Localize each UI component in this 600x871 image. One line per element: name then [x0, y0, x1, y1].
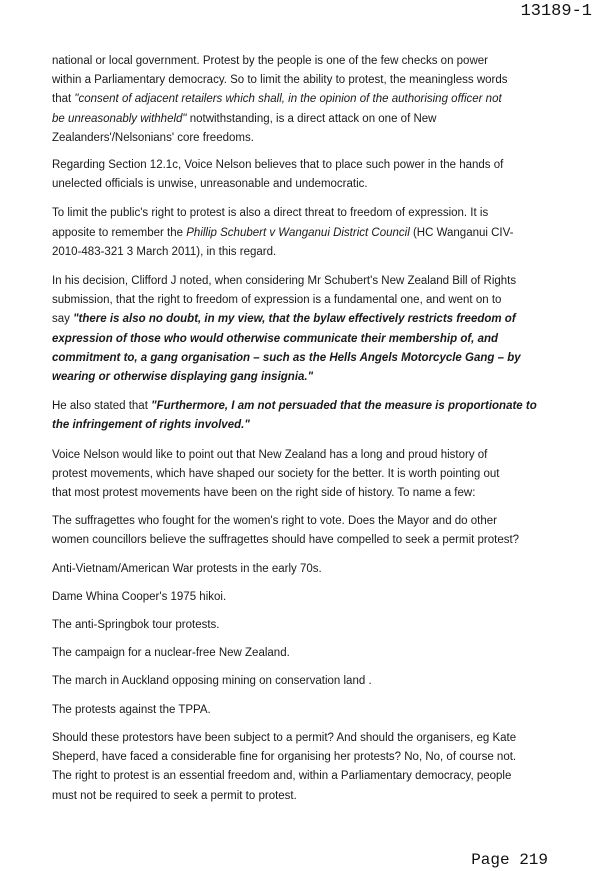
text-line: To limit the public's right to protest is also a direct threat to freedom of expression. It is	[52, 207, 489, 220]
case-citation: Phillip Schubert v Wanganui District Council	[186, 226, 410, 239]
text-line: national or local government. Protest by the people is one of the few checks on power	[52, 55, 488, 67]
quote-clifford: wearing or otherwise displaying gang insignia."	[52, 371, 314, 384]
list-item: Dame Whina Cooper's 1975 hikoi.	[52, 590, 227, 603]
list-item: The protests against the TPPA.	[52, 703, 211, 716]
paragraph-proportionate	[52, 397, 552, 435]
text-run: (HC Wanganui CIV-	[409, 226, 514, 239]
text-line: that most protest movements have been on the right side of history. To name a few:	[52, 487, 476, 500]
quote-clifford: expression of those who would otherwise communicate their membership of, and	[52, 332, 499, 345]
text-run: He also stated that	[52, 400, 152, 413]
document-body	[52, 52, 552, 806]
list-item: The anti-Springbok tour protests.	[52, 619, 220, 632]
text-line: Zealanders'/Nelsonians' core freedoms.	[52, 131, 254, 144]
text-line: unelected officials is unwise, unreasonable and undemocratic.	[52, 178, 368, 191]
list-item: The campaign for a nuclear-free New Zealand.	[52, 647, 290, 660]
list-item: The march in Auckland opposing mining on conservation land .	[52, 675, 372, 688]
text-line: Voice Nelson would like to point out that New Zealand has a long and proud history of	[52, 448, 488, 461]
paragraph-protest-history	[52, 446, 552, 504]
quote-consent-end: be unreasonably withheld"	[52, 112, 187, 125]
text-line: women councillors believe the suffragettes should have compelled to seek a permit protest?	[52, 534, 520, 547]
text-line: The right to protest is an essential freedom and, within a Parliamentary democracy, people	[52, 770, 512, 783]
text-line: submission, that the right to freedom of expression is a fundamental one, and went on to	[52, 294, 502, 307]
text-run: say	[52, 313, 74, 326]
text-line: Should these protestors have been subject to a permit? And should the organisers, eg Kate	[52, 731, 517, 744]
list-item: Anti-Vietnam/American War protests in the early 70s.	[52, 562, 322, 575]
paragraph-section-12-1c	[52, 156, 552, 194]
text-line: must not be required to seek a permit to protest.	[52, 789, 297, 802]
quote-clifford: commitment to, a gang organisation – such as the Hells Angels Motorcycle Gang – by	[52, 351, 521, 364]
text-run: apposite to remember the	[52, 226, 187, 239]
quote-proportionate: "Furthermore, I am not persuaded that the measure is proportionate to	[151, 400, 537, 413]
quote-consent: "consent of adjacent retailers which shall, in the opinion of the authorising officer not	[74, 93, 502, 106]
paragraph-clifford-decision	[52, 272, 552, 387]
quote-clifford: "there is also no doubt, in my view, that the bylaw effectively restricts freedom of	[73, 313, 516, 326]
text-line: The suffragettes who fought for the women's right to vote. Does the Mayor and do other	[52, 515, 497, 528]
text-line: Regarding Section 12.1c, Voice Nelson believes that to place such power in the hands of	[52, 159, 504, 172]
paragraph-protest-checks	[52, 52, 552, 148]
text-line: In his decision, Clifford J noted, when considering Mr Schubert's New Zealand Bill of Rights	[52, 275, 517, 288]
document-id: 13189-1	[520, 2, 592, 21]
quote-proportionate: the infringement of rights involved."	[52, 419, 250, 432]
page-number: Page 219	[471, 851, 548, 869]
paragraph-suffragettes	[52, 512, 552, 550]
text-line: Sheperd, have faced a considerable fine for organising her protests? No, No, of course not.	[52, 751, 517, 764]
paragraph-freedom-expression	[52, 204, 552, 262]
text-line: protest movements, which have shaped our society for the better. It is worth pointing out	[52, 467, 500, 480]
text-line: 2010-483-321 3 March 2011), in this regard.	[52, 245, 277, 258]
text-line: within a Parliamentary democracy. So to limit the ability to protest, the meaningless words	[52, 74, 508, 87]
text-run: notwithstanding, is a direct attack on one of New	[186, 112, 437, 125]
paragraph-permit-question	[52, 729, 552, 806]
text-run: that	[52, 93, 75, 106]
